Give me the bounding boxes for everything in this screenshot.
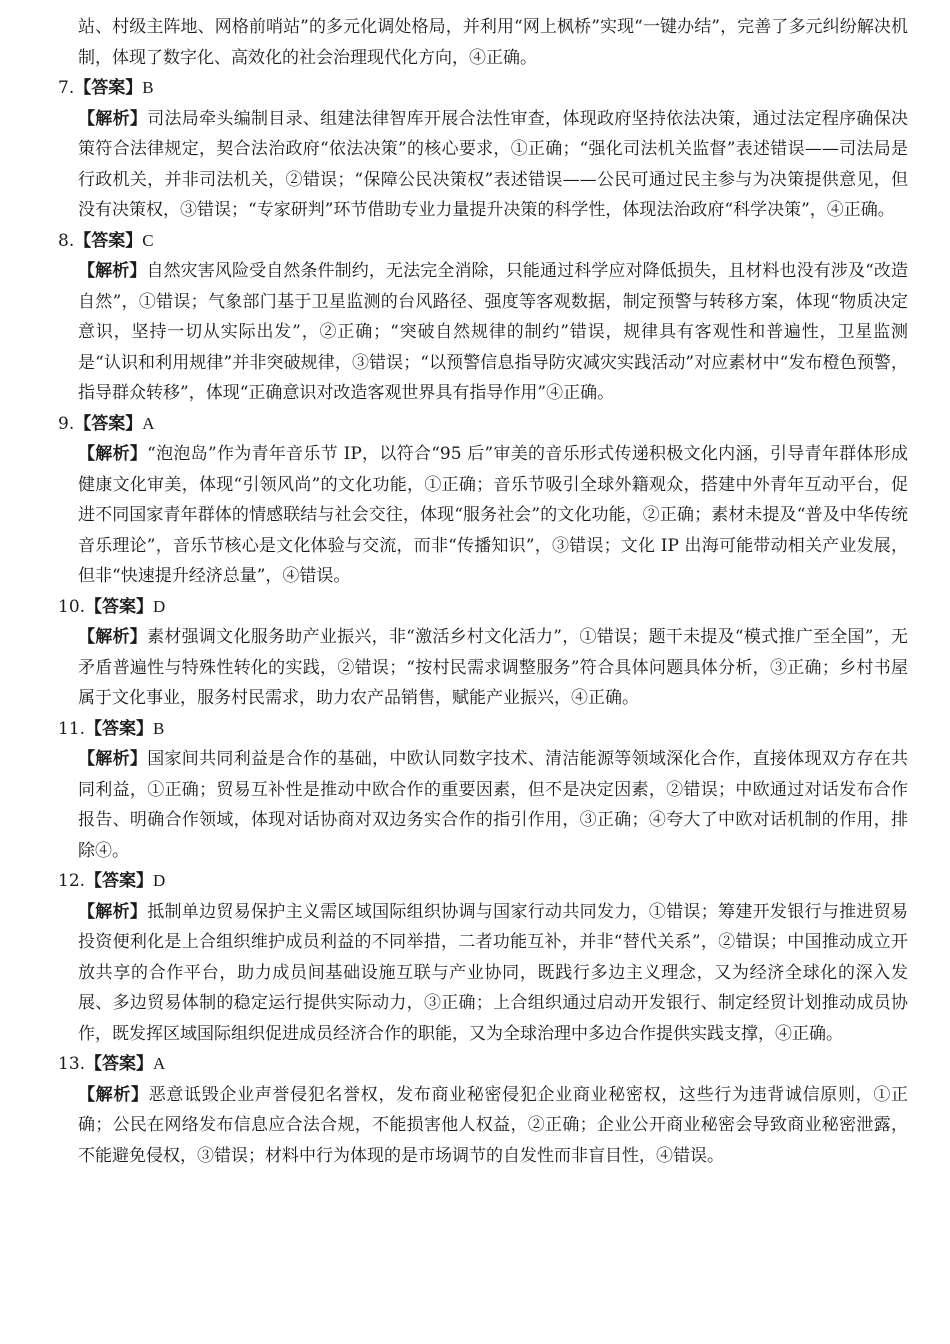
- explanation-text: “泡泡岛”作为青年音乐节 IP，以符合“95 后”审美的音乐形式传递积极文化内涵，引导青年群体形成健康文化审美，体现“引领风尚”的文化功能，①正确；音乐节吸引全球外籍观众，搭建中外青年互动平台，促进不同国家青年群体的情感联结与社会交往，体现“服务社会”的文化功能，②正确；素材未提及“普及中华传统音乐理论”，音乐节核心是文化体验与交流，而非“传播知识”，③错误；文化 IP 出海可能带动相关产业发展，但非“快速提升经济总量”，④错误。: [78, 444, 908, 586]
- question-number: 10.: [58, 596, 86, 617]
- explanation-text: 国家间共同利益是合作的基础，中欧认同数字技术、清洁能源等领域深化合作，直接体现双方存在共同利益，①正确；贸易互补性是推动中欧合作的重要因素，但不是决定因素，②错误；中欧通过对话发布合作报告、明确合作领域，体现对话协商对双边务实合作的指引作用，③正确；④夸大了中欧对话机制的作用，排除④。: [78, 749, 909, 861]
- explanation-tag: 【解析】: [78, 1084, 149, 1105]
- explanation-paragraph: [78, 256, 908, 409]
- explanation-tag: 【解析】: [78, 444, 148, 464]
- explanation-tag: 【解析】: [78, 901, 148, 922]
- answer-tag: 【答案】: [74, 78, 143, 98]
- answer-tag: 【答案】: [85, 871, 154, 891]
- answer-item: [58, 866, 908, 1049]
- answer-value: C: [142, 230, 154, 250]
- explanation-paragraph: [78, 897, 908, 1050]
- question-number: 8.: [58, 230, 75, 251]
- explanation-tag: 【解析】: [78, 627, 148, 647]
- answer-value: B: [153, 718, 165, 738]
- question-number: 7.: [58, 78, 75, 98]
- answer-line: [58, 866, 908, 897]
- explanation-paragraph: [78, 1080, 908, 1172]
- continued-explanation: 站、村级主阵地、网格前哨站”的多元化调处格局，并利用“网上枫桥”实现“一键办结”，完善了多元纠纷解决机制，体现了数字化、高效化的社会治理现代化方向，④正确。: [78, 17, 908, 68]
- question-number: 12.: [58, 871, 86, 891]
- explanation-paragraph: [78, 439, 908, 592]
- answer-value: D: [153, 596, 166, 616]
- answer-line: [58, 73, 908, 104]
- explanation-tag: 【解析】: [78, 108, 148, 129]
- answer-tag: 【答案】: [74, 230, 143, 251]
- explanation-text: 素材强调文化服务助产业振兴，非“激活乡村文化活力”，①错误；题干未提及“模式推广至全国”，无矛盾普遍性与特殊性转化的实践，②错误；“按村民需求调整服务”符合具体问题具体分析，③正确；乡村书屋属于文化事业，服务村民需求，助力农产品销售，赋能产业振兴，④正确。: [78, 627, 909, 708]
- explanation-paragraph: [78, 744, 908, 866]
- answer-value: B: [142, 78, 154, 97]
- answer-line: [58, 1049, 908, 1080]
- question-number: 13.: [58, 1054, 86, 1074]
- explanation-tag: 【解析】: [78, 261, 147, 281]
- answer-item: [58, 714, 908, 867]
- answer-tag: 【答案】: [74, 413, 143, 434]
- answer-value: D: [153, 871, 166, 890]
- answer-tag: 【答案】: [85, 596, 154, 617]
- explanation-paragraph: [78, 104, 908, 226]
- question-number: 9.: [58, 413, 75, 434]
- answer-line: [58, 409, 908, 440]
- answer-tag: 【答案】: [85, 1054, 154, 1074]
- explanation-text: 恶意诋毁企业声誉侵犯名誉权，发布商业秘密侵犯企业商业秘密权，这些行为违背诚信原则，①正确；公民在网络发布信息应合法合规，不能损害他人权益，②正确；企业公开商业秘密会导致商业秘密泄露，不能避免侵权，③错误；材料中行为体现的是市场调节的自发性而非盲目性，④错误。: [78, 1084, 909, 1166]
- answer-value: A: [153, 1054, 166, 1073]
- answer-item: [58, 592, 908, 714]
- explanation-tag: 【解析】: [78, 749, 148, 769]
- answer-item: [58, 1049, 908, 1171]
- answer-line: [58, 226, 908, 257]
- answer-line: [58, 714, 908, 745]
- answer-item: [58, 226, 908, 409]
- answer-line: [58, 592, 908, 623]
- explanation-text: 抵制单边贸易保护主义需区域国际组织协调与国家行动共同发力，①错误；筹建开发银行与推进贸易投资便利化是上合组织维护成员利益的不同举措，二者功能互补，并非“替代关系”，②错误；中国推动成立开放共享的合作平台，助力成员间基础设施互联与产业协同，既践行多边主义理念，又为经济全球化的深入发展、多边贸易体制的稳定运行提供实际动力，③正确；上合组织通过启动开发银行、制定经贸计划推动成员协作，既发挥区域国际组织促进成员经济合作的职能，又为全球治理中多边合作提供实践支撑，④正确。: [78, 901, 909, 1044]
- answer-item: [58, 409, 908, 592]
- answer-list: [58, 73, 908, 1171]
- answer-item: [58, 73, 908, 226]
- answer-tag: 【答案】: [85, 718, 154, 739]
- explanation-paragraph: [78, 622, 908, 714]
- explanation-text: 自然灾害风险受自然条件制约，无法完全消除，只能通过科学应对降低损失，且材料也没有涉及“改造自然”，①错误；气象部门基于卫星监测的台风路径、强度等客观数据，制定预警与转移方案，体现“物质决定意识，坚持一切从实际出发”，②正确；“突破自然规律的制约”错误，规律具有客观性和普遍性，卫星监测是“认识和利用规律”并非突破规律，③错误；“以预警信息指导防灾减灾实践活动”对应素材中“发布橙色预警，指导群众转移”，体现“正确意识对改造客观世界具有指导作用”④正确。: [78, 261, 908, 403]
- explanation-text: 司法局牵头编制目录、组建法律智库开展合法性审查，体现政府坚持依法决策，通过法定程序确保决策符合法律规定，契合法治政府“依法决策”的核心要求，①正确；“强化司法机关监督”表述错误——司法局是行政机关，并非司法机关，②错误；“保障公民决策权”表述错误——公民可通过民主参与为决策提供意见，但没有决策权，③错误；“专家研判”环节借助专业力量提升决策的科学性，体现法治政府“科学决策”，④正确。: [78, 108, 909, 220]
- answer-value: A: [142, 413, 155, 433]
- question-number: 11.: [58, 718, 86, 739]
